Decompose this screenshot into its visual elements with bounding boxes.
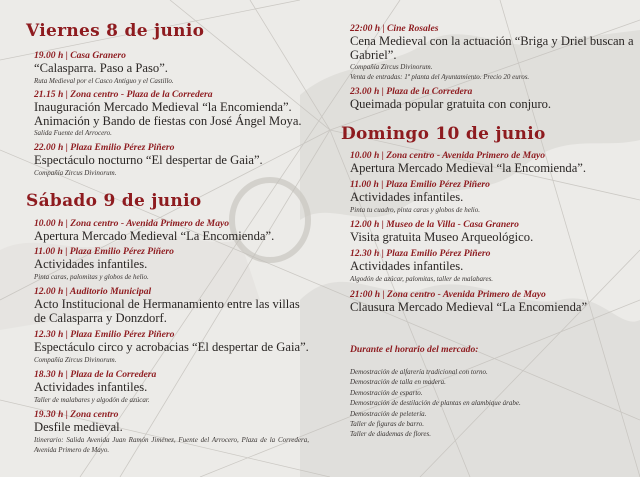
event-time-venue: 12.00 h | Auditorio Municipal xyxy=(34,286,152,297)
event-title: Queimada popular gratuita con conjuro. xyxy=(350,97,552,111)
event-time-venue: 10.00 h | Zona centro - Avenida Primero de Mayo xyxy=(34,218,230,229)
event-item xyxy=(34,246,309,282)
market-activities-list xyxy=(350,367,620,440)
event-item xyxy=(34,142,309,178)
event-time-venue: 12.30 h | Plaza Emilio Pérez Piñero xyxy=(350,248,491,259)
event-time-venue: 21.15 h | Zona centro - Plaza de la Corredera xyxy=(34,89,213,100)
event-note: Compañía Zircus Divinorum. xyxy=(350,63,433,71)
event-note: Venta de entradas: 1ª planta del Ayuntamiento. Precio 20 euros. xyxy=(350,73,530,81)
event-time-venue: 12.00 h | Museo de la Villa - Casa Granero xyxy=(350,219,519,230)
event-title: Actividades infantiles. xyxy=(34,257,148,271)
event-item xyxy=(34,369,309,405)
event-title: Desfile medieval. xyxy=(34,420,123,434)
event-time-venue: 12.30 h | Plaza Emilio Pérez Piñero xyxy=(34,329,175,340)
event-time-venue: 10.00 h | Zona centro - Avenida Primero de Mayo xyxy=(350,150,546,161)
event-time-venue: 19.00 h | Casa Granero xyxy=(34,50,126,61)
day-heading-saturday: Sábado 9 de junio xyxy=(26,191,202,211)
event-item xyxy=(350,248,635,284)
list-item: Taller de diademas de flores. xyxy=(350,430,431,439)
event-item xyxy=(34,89,309,138)
list-item: Demostración de esparto. xyxy=(350,388,423,397)
event-note: Algodón de azúcar, palomitas, taller de malabares. xyxy=(350,274,494,283)
list-item: Demostración de destilación de plantas en alambique árabe. xyxy=(350,399,521,408)
event-title: Visita gratuita Museo Arqueológico. xyxy=(350,230,534,244)
event-time-venue: 22.00 h | Plaza Emilio Pérez Piñero xyxy=(34,142,175,153)
list-item: Demostración de talla en madera. xyxy=(350,378,446,387)
event-time-venue: 11.00 h | Plaza Emilio Pérez Piñero xyxy=(350,179,490,190)
market-heading: Durante el horario del mercado: xyxy=(350,344,479,355)
event-note: Ruta Medieval por el Casco Antiguo y el Castillo. xyxy=(34,76,174,85)
event-title: Actividades infantiles. xyxy=(350,259,464,273)
event-item xyxy=(34,329,309,365)
event-title: Apertura Mercado Medieval “la Encomienda”. xyxy=(350,161,587,175)
event-time-venue: 19.30 h | Zona centro xyxy=(34,409,119,420)
event-note: Pinta caras, palomitas y globos de helio. xyxy=(34,272,149,281)
event-note: Taller de malabares y algodón de azúcar. xyxy=(34,395,150,404)
event-note: Pinta tu cuadro, pinta caras y globos de helio. xyxy=(350,205,481,214)
event-title: Actividades infantiles. xyxy=(34,380,148,394)
event-time-venue: 21:00 h | Zona centro - Avenida Primero de Mayo xyxy=(350,289,546,300)
event-time-venue: 23.00 h | Plaza de la Corredera xyxy=(350,86,473,97)
event-title: Espectáculo circo y acrobacias “El despertar de Gaia”. xyxy=(34,340,309,354)
list-item: Demostración de peletería. xyxy=(350,409,427,418)
event-note: Compañía Zircus Divinorum. xyxy=(34,355,117,364)
event-title: Cena Medieval con la actuación “Briga y Driel buscan a Gabriel”. xyxy=(350,34,634,62)
event-title: Apertura Mercado Medieval “La Encomienda”. xyxy=(34,229,275,243)
event-item xyxy=(34,286,309,325)
event-note: Itinerario: Salida Avenida Juan Ramón Jiménez, Fuente del Arrocero, Plaza de la Corredera, Avenida Primero de Mayo. xyxy=(34,435,309,454)
event-time-venue: 22:00 h | Cine Rosales xyxy=(350,23,439,34)
event-item xyxy=(350,179,635,215)
event-title: Actividades infantiles. xyxy=(350,190,464,204)
list-item: Taller de figuras de barro. xyxy=(350,420,424,429)
event-time-venue: 18.30 h | Plaza de la Corredera xyxy=(34,369,157,380)
event-item xyxy=(350,23,635,82)
event-item xyxy=(34,409,309,455)
event-note: Salida Fuente del Arrocero. xyxy=(34,129,112,137)
event-item xyxy=(34,218,309,244)
event-title: Clausura Mercado Medieval “La Encomienda” xyxy=(350,300,588,314)
event-title: “Calasparra. Paso a Paso”. xyxy=(34,61,168,75)
list-item: Demostración de alfarería tradicional con torno. xyxy=(350,368,488,376)
event-item xyxy=(350,289,635,315)
event-item xyxy=(350,150,635,176)
event-title: Espectáculo nocturno “El despertar de Gaia”. xyxy=(34,153,263,167)
event-title: Acto Institucional de Hermanamiento entre las villas de Calasparra y Donzdorf. xyxy=(34,297,300,325)
day-heading-friday: Viernes 8 de junio xyxy=(26,21,205,41)
event-item xyxy=(350,86,635,112)
event-item xyxy=(350,219,635,245)
event-title: Inauguración Mercado Medieval “la Encomienda”. Animación y Bando de fiestas con José Ángel Moya. xyxy=(34,100,302,128)
day-heading-sunday: Domingo 10 de junio xyxy=(341,124,546,144)
event-item xyxy=(34,50,309,86)
event-note: Compañía Zircus Divinorum. xyxy=(34,168,117,177)
event-time-venue: 11.00 h | Plaza Emilio Pérez Piñero xyxy=(34,246,174,257)
